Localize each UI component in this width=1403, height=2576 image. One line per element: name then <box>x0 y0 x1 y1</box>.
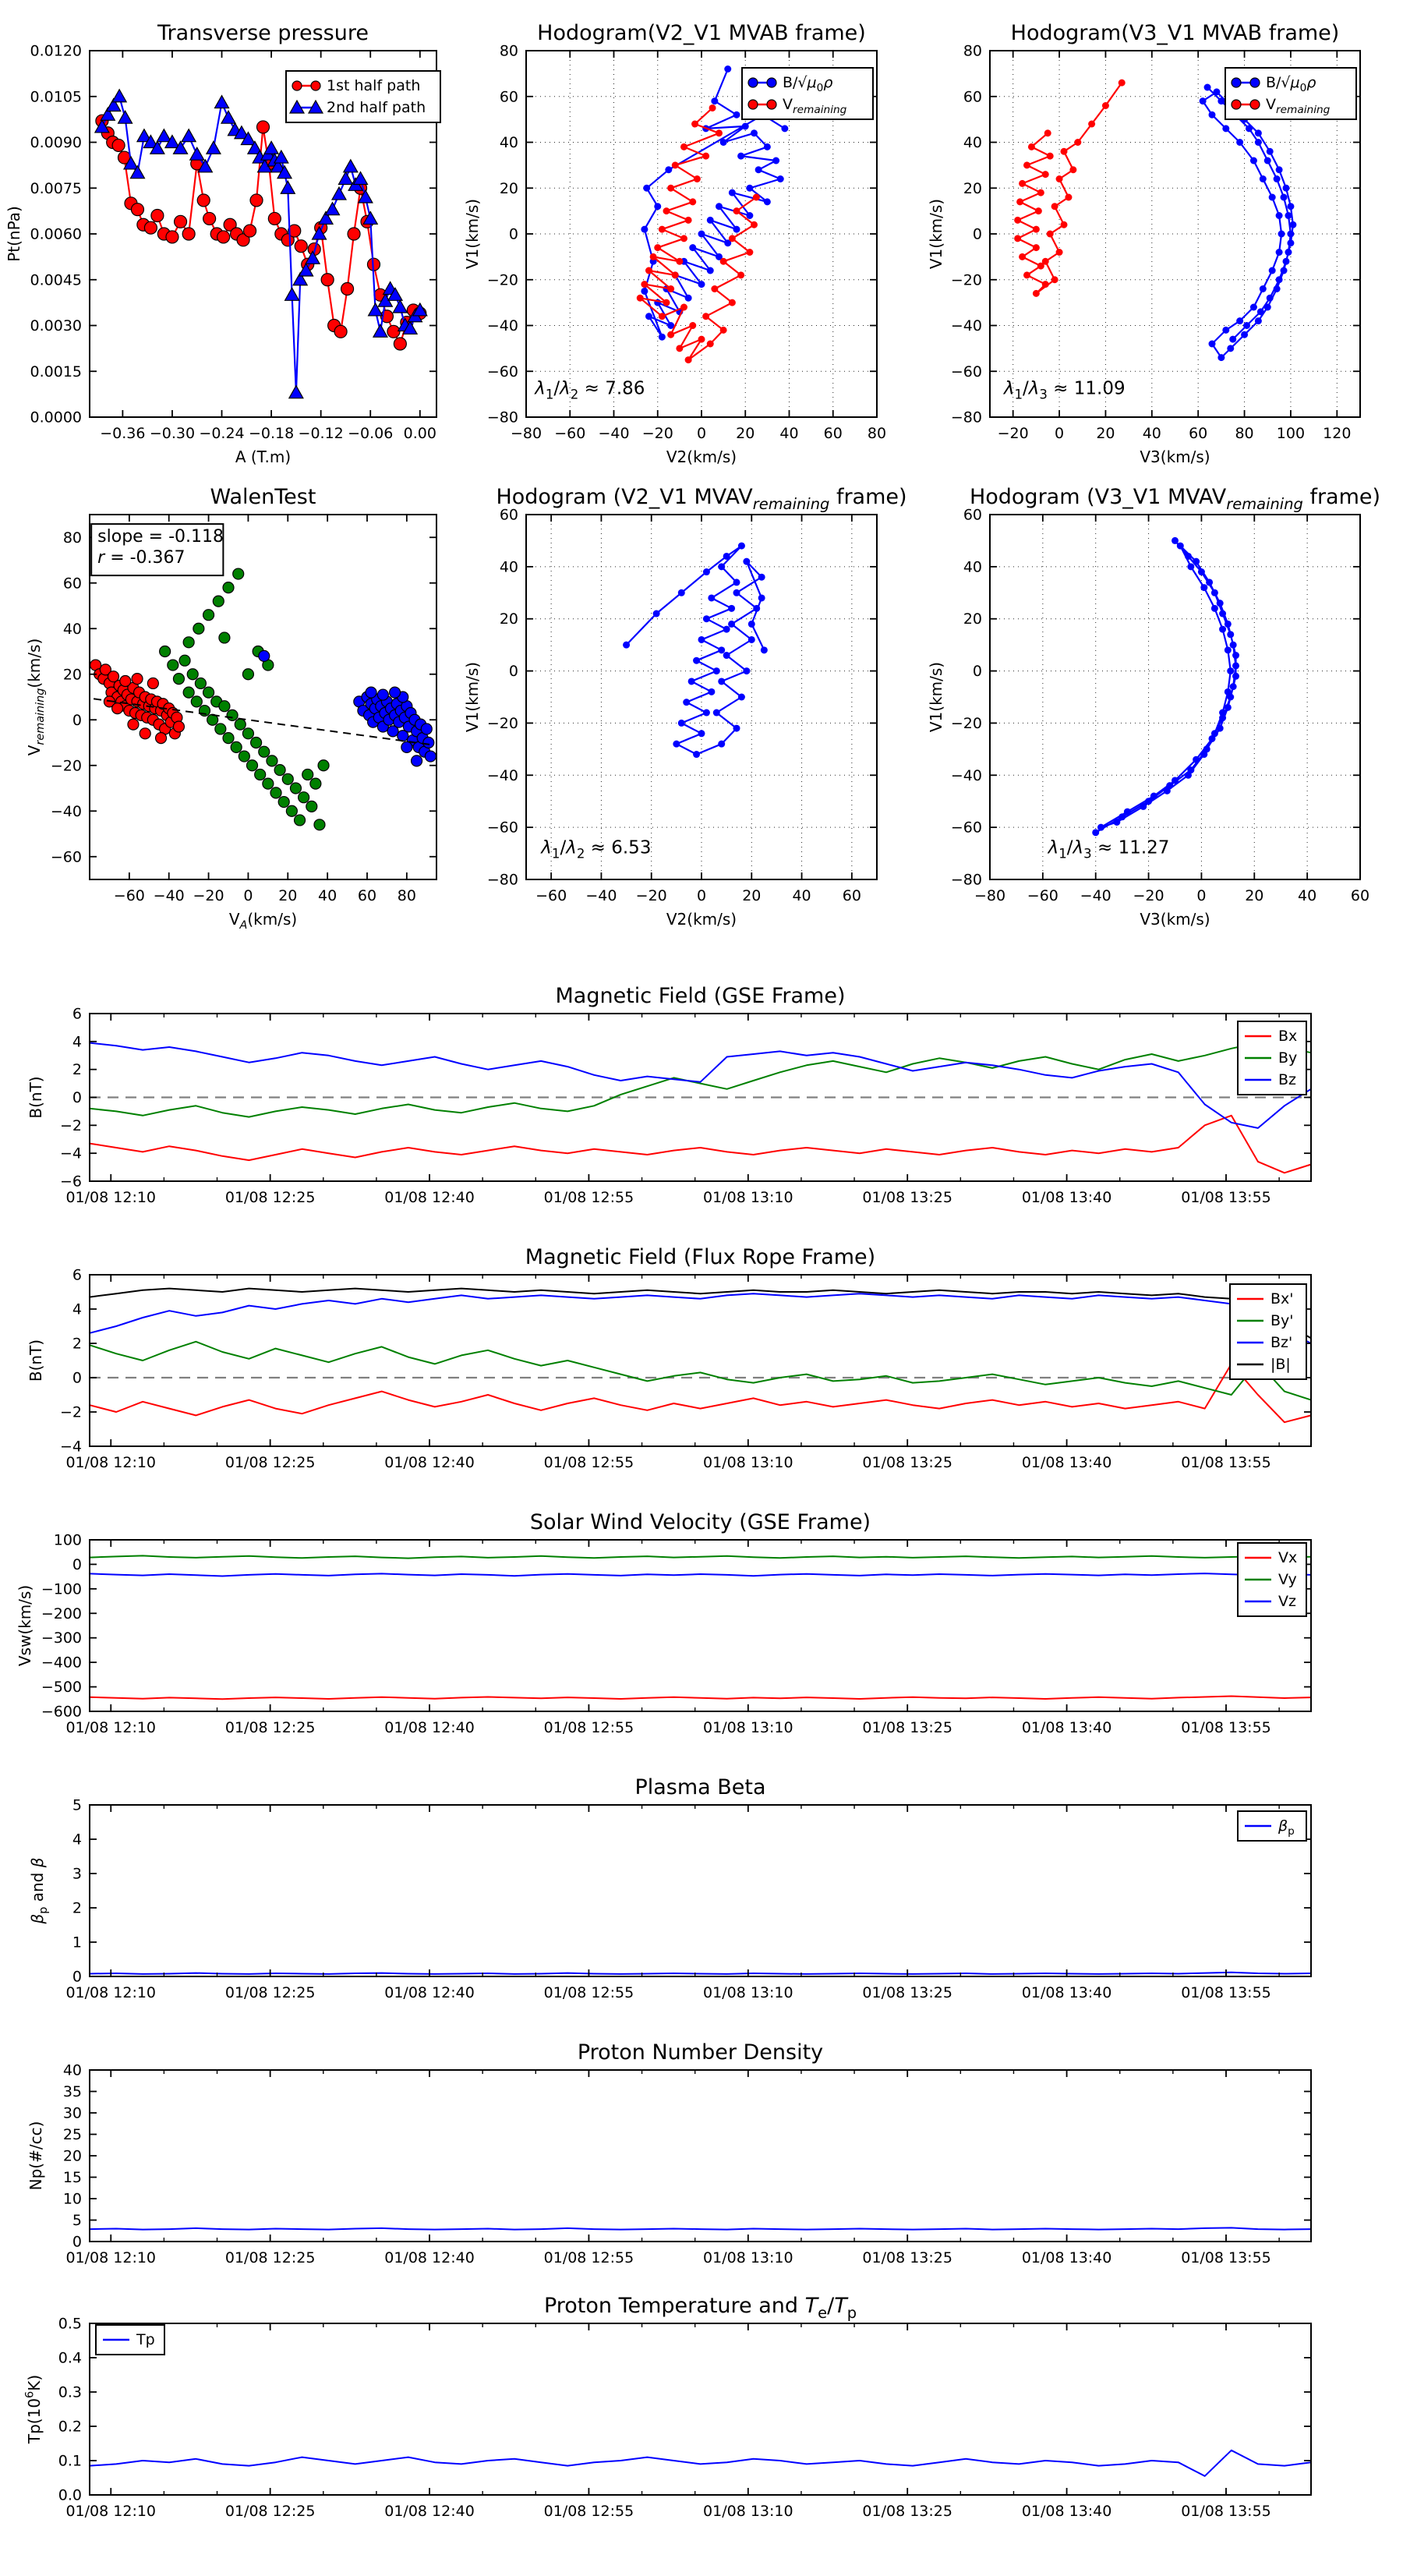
y-tick-label: 40 <box>62 620 82 638</box>
y-tick-label: −6 <box>59 1173 82 1191</box>
series-By' <box>90 1342 1311 1400</box>
y-tick-label: 100 <box>53 1531 82 1549</box>
legend <box>1225 68 1356 119</box>
legend <box>742 68 873 119</box>
y-tick-label: 80 <box>62 529 82 547</box>
y-tick-label: 4 <box>72 1033 82 1051</box>
x-tick-label: 01/08 12:40 <box>384 2249 475 2266</box>
title-beta: Plasma Beta <box>634 1775 766 1799</box>
y-tick-label: 0.0060 <box>30 225 82 243</box>
y-label: V1(km/s) <box>927 661 945 733</box>
legend-label: $B/√\mu_0\rho$ <box>783 74 833 94</box>
x-tick-label: 60 <box>1350 887 1370 904</box>
series-2nd half path <box>95 90 427 398</box>
y-tick-label: 20 <box>499 610 518 628</box>
y-tick-label: 25 <box>62 2126 82 2143</box>
y-tick-label: −80 <box>486 409 518 426</box>
x-tick-label: −20 <box>635 887 667 904</box>
title-bgse: Magnetic Field (GSE Frame) <box>555 984 846 1008</box>
x-tick-label: 01/08 12:55 <box>543 1719 634 1736</box>
panel-tp <box>24 2294 1311 2520</box>
y-tick-label: 40 <box>62 2061 82 2079</box>
x-tick-label: 01/08 13:10 <box>703 1719 793 1736</box>
ticks <box>990 515 1360 879</box>
x-tick-label: −80 <box>974 887 1006 904</box>
legend <box>1238 1021 1306 1095</box>
x-tick-label: 01/08 13:25 <box>862 1984 952 2001</box>
y-tick-label: 0 <box>72 1968 82 1986</box>
y-tick-label: 20 <box>963 610 982 628</box>
y-tick-label: 80 <box>963 42 982 60</box>
x-tick-label: −60 <box>554 425 586 442</box>
panel-beta <box>28 1775 1311 2001</box>
x-tick-label: 01/08 12:40 <box>384 1454 475 1471</box>
y-tick-label: 1 <box>72 1934 82 1951</box>
title-hodo_b: Hodogram(V2_V1 MVAB frame) <box>537 21 866 45</box>
legend-label: Vy <box>1278 1571 1297 1588</box>
legend <box>96 2325 164 2355</box>
legend-label: Vx <box>1278 1549 1298 1566</box>
y-tick-label: −4 <box>59 1438 82 1456</box>
y-tick-label: −20 <box>486 714 518 732</box>
series-Bz <box>90 1043 1311 1128</box>
title-hodo_c: Hodogram(V3_V1 MVAB frame) <box>1010 21 1340 45</box>
x-tick-label: −0.06 <box>348 425 394 442</box>
x-tick-label: 01/08 13:40 <box>1021 1454 1112 1471</box>
annotation: slope = -0.118 r = -0.367 <box>97 527 224 568</box>
x-tick-label: 80 <box>397 887 416 904</box>
y-tick-label: 60 <box>499 88 518 106</box>
series-beta_p <box>90 1973 1311 1974</box>
y-tick-label: −300 <box>41 1629 82 1647</box>
x-tick-label: 120 <box>1323 425 1352 442</box>
x-tick-label: 40 <box>792 887 811 904</box>
legend-label: Bz <box>1278 1071 1297 1088</box>
legend <box>1238 1543 1306 1616</box>
series-Np <box>90 2227 1311 2229</box>
ticks <box>90 2070 1311 2242</box>
x-tick-label: 60 <box>1189 425 1208 442</box>
y-tick-label: 0.3 <box>58 2383 82 2401</box>
y-label: $Tp(10^6K)$ <box>23 2374 44 2444</box>
x-tick-label: 01/08 12:40 <box>384 1189 475 1206</box>
x-tick-label: 01/08 12:55 <box>543 1189 634 1206</box>
y-tick-label: −500 <box>41 1679 82 1697</box>
x-tick-label: 01/08 12:55 <box>543 2249 634 2266</box>
x-tick-label: −20 <box>193 887 224 904</box>
y-tick-label: 0.0120 <box>30 42 82 60</box>
y-tick-label: 4 <box>72 1300 82 1318</box>
annotation: $\lambda_1/\lambda_3 \approx 11.27$ <box>1048 837 1170 862</box>
y-tick-label: −400 <box>41 1654 82 1672</box>
legend-label: 2nd half path <box>327 99 426 116</box>
y-tick-label: 20 <box>963 179 982 197</box>
series-2nd half <box>259 650 436 766</box>
y-tick-label: −20 <box>486 271 518 289</box>
x-tick-label: −40 <box>1080 887 1111 904</box>
x-tick-label: 01/08 13:10 <box>703 1454 793 1471</box>
y-tick-label: −40 <box>50 802 82 820</box>
x-tick-label: 20 <box>742 887 762 904</box>
x-tick-label: 01/08 12:25 <box>224 1984 316 2001</box>
panel-pt <box>5 21 440 466</box>
x-tick-label: 40 <box>318 887 337 904</box>
x-label: A (T.m) <box>235 448 292 466</box>
title-bfr: Magnetic Field (Flux Rope Frame) <box>525 1245 876 1269</box>
y-tick-label: 0 <box>72 711 82 729</box>
x-tick-label: 01/08 13:25 <box>862 1719 952 1736</box>
y-tick-label: 0.0000 <box>30 409 82 426</box>
series-1st half <box>90 660 185 744</box>
y-tick-label: 40 <box>499 134 518 151</box>
legend-label: $\beta_p$ <box>1278 1817 1295 1838</box>
x-tick-label: 01/08 12:25 <box>224 1189 316 1206</box>
x-tick-label: 01/08 12:25 <box>224 1454 316 1471</box>
x-tick-label: 0.00 <box>403 425 436 442</box>
x-label: V2(km/s) <box>666 448 737 466</box>
x-tick-label: 20 <box>278 887 298 904</box>
y-tick-label: −40 <box>486 317 518 334</box>
y-label: $V_{remaining}(km/s)$ <box>25 638 48 756</box>
axes-frame <box>90 1275 1311 1446</box>
x-tick-label: 01/08 12:10 <box>65 2249 157 2266</box>
legend <box>286 71 440 122</box>
ticks <box>90 1805 1311 1976</box>
y-tick-label: 5 <box>72 1796 82 1814</box>
y-tick-label: 35 <box>62 2083 82 2100</box>
x-tick-label: 100 <box>1276 425 1306 442</box>
x-tick-label: 01/08 13:40 <box>1021 2249 1112 2266</box>
series-Vz <box>90 1573 1311 1576</box>
legend-label: $B/√\mu_0\rho$ <box>1266 74 1316 94</box>
panel-hodo_f <box>927 485 1380 929</box>
x-tick-label: 40 <box>1298 887 1317 904</box>
legend-label: Vz <box>1278 1593 1296 1610</box>
y-label: V1(km/s) <box>927 198 945 270</box>
annotation: $\lambda_1/\lambda_2 \approx 6.53$ <box>541 837 652 862</box>
x-tick-label: 20 <box>736 425 755 442</box>
axes-frame <box>90 2323 1311 2495</box>
y-tick-label: 0 <box>72 1369 82 1387</box>
x-tick-label: 01/08 13:55 <box>1181 1984 1271 2001</box>
series-B/sqrt(mu0 rho) <box>1092 537 1239 836</box>
panel-walen <box>25 485 436 932</box>
annotation: $\lambda_1/\lambda_3 \approx 11.09$ <box>1003 378 1126 402</box>
y-tick-label: −20 <box>50 757 82 775</box>
legend <box>1230 1284 1306 1379</box>
x-tick-label: 01/08 12:55 <box>543 1984 634 2001</box>
y-tick-label: −60 <box>486 819 518 837</box>
x-label: V3(km/s) <box>1140 910 1210 929</box>
x-tick-label: 01/08 12:40 <box>384 1719 475 1736</box>
title-walen: WalenTest <box>210 485 316 509</box>
y-label: Pt(nPa) <box>5 206 23 262</box>
x-tick-label: 40 <box>1142 425 1161 442</box>
x-tick-label: 01/08 13:40 <box>1021 1719 1112 1736</box>
x-tick-label: 01/08 13:40 <box>1021 1984 1112 2001</box>
y-tick-label: −2 <box>59 1403 82 1421</box>
axes-frame <box>990 515 1360 879</box>
y-tick-label: 60 <box>963 88 982 106</box>
y-tick-label: 0 <box>508 663 518 681</box>
x-tick-label: 01/08 13:10 <box>703 1984 793 2001</box>
annotation: $\lambda_1/\lambda_2 \approx 7.86$ <box>535 378 645 402</box>
panel-hodo_b <box>463 21 886 466</box>
y-tick-label: 0.0015 <box>30 363 82 380</box>
panel-np <box>27 2040 1311 2266</box>
x-tick-label: 01/08 12:10 <box>65 1719 157 1736</box>
y-tick-label: 3 <box>72 1865 82 1883</box>
title-np: Proton Number Density <box>577 2040 824 2065</box>
y-tick-label: 40 <box>963 558 982 576</box>
y-tick-label: 0 <box>972 225 982 243</box>
x-tick-label: −0.30 <box>149 425 196 442</box>
y-tick-label: −2 <box>59 1116 82 1134</box>
x-tick-label: 01/08 13:10 <box>703 2503 793 2520</box>
y-tick-label: 6 <box>72 1005 82 1023</box>
x-tick-label: 01/08 12:10 <box>65 2503 157 2520</box>
y-tick-label: 4 <box>72 1831 82 1849</box>
series-By <box>90 1043 1311 1117</box>
x-tick-label: 0 <box>696 887 707 904</box>
series-Bx <box>90 1116 1311 1173</box>
x-tick-label: 60 <box>842 887 861 904</box>
x-tick-label: 01/08 12:10 <box>65 1189 157 1206</box>
y-tick-label: 0.0 <box>58 2486 82 2504</box>
x-tick-label: 0 <box>1055 425 1065 442</box>
y-tick-label: 0.4 <box>58 2349 82 2367</box>
x-tick-label: 01/08 13:40 <box>1021 1189 1112 1206</box>
y-tick-label: 0.0105 <box>30 88 82 106</box>
ticks <box>90 1275 1311 1446</box>
x-tick-label: 01/08 13:55 <box>1181 2249 1271 2266</box>
axes-frame <box>90 2070 1311 2242</box>
axes-frame <box>90 1805 1311 1976</box>
y-tick-label: 0 <box>508 225 518 243</box>
x-tick-label: 01/08 13:25 <box>862 2503 952 2520</box>
x-tick-label: 0 <box>696 425 707 442</box>
y-tick-label: −20 <box>950 271 982 289</box>
panel-hodo_c <box>927 21 1360 466</box>
x-tick-label: 20 <box>1245 887 1264 904</box>
y-label: $\beta_p$ and β <box>28 1857 51 1924</box>
x-tick-label: 80 <box>867 425 887 442</box>
x-tick-label: 01/08 13:55 <box>1181 1719 1271 1736</box>
y-tick-label: 2 <box>72 1335 82 1353</box>
y-tick-label: 2 <box>72 1899 82 1917</box>
x-tick-label: 01/08 13:55 <box>1181 2503 1271 2520</box>
y-tick-label: −40 <box>486 766 518 784</box>
y-tick-label: 0.0045 <box>30 271 82 289</box>
panel-vsw <box>16 1510 1311 1736</box>
legend-label: Bx <box>1278 1028 1298 1045</box>
legend-label: 1st half path <box>327 77 421 94</box>
x-tick-label: 60 <box>357 887 377 904</box>
x-tick-label: 01/08 13:10 <box>703 2249 793 2266</box>
title-vsw: Solar Wind Velocity (GSE Frame) <box>529 1510 871 1534</box>
y-label: B(nT) <box>27 1076 45 1119</box>
y-label: Vsw(km/s) <box>16 1584 34 1667</box>
legend-label: Bx' <box>1270 1290 1294 1307</box>
x-tick-label: 01/08 12:10 <box>65 1454 157 1471</box>
legend <box>1238 1811 1306 1841</box>
legend-label: Bz' <box>1270 1334 1293 1351</box>
x-tick-label: −0.24 <box>199 425 245 442</box>
ticks <box>90 2323 1311 2495</box>
y-tick-label: 20 <box>499 179 518 197</box>
x-tick-label: 01/08 12:25 <box>224 2249 316 2266</box>
y-tick-label: 0 <box>72 2233 82 2251</box>
y-tick-label: 6 <box>72 1266 82 1284</box>
y-tick-label: −40 <box>950 317 982 334</box>
y-tick-label: 0 <box>72 1089 82 1106</box>
x-tick-label: 01/08 12:55 <box>543 2503 634 2520</box>
y-tick-label: 0.0030 <box>30 317 82 334</box>
x-tick-label: −0.18 <box>248 425 295 442</box>
series-B/sqrt(mu0 rho) <box>623 543 768 758</box>
y-tick-label: 60 <box>62 575 82 593</box>
y-tick-label: 0.5 <box>58 2315 82 2333</box>
y-tick-label: −100 <box>41 1580 82 1598</box>
y-tick-label: −80 <box>950 871 982 889</box>
x-tick-label: 01/08 12:40 <box>384 1984 475 2001</box>
x-tick-label: −60 <box>535 887 567 904</box>
y-tick-label: −200 <box>41 1605 82 1622</box>
y-tick-label: −60 <box>486 363 518 380</box>
x-tick-label: 01/08 13:25 <box>862 1189 952 1206</box>
y-tick-label: 15 <box>62 2169 82 2186</box>
x-tick-label: −60 <box>113 887 145 904</box>
x-tick-label: 60 <box>823 425 843 442</box>
y-tick-label: 0.1 <box>58 2452 82 2470</box>
legend-label: $V_{remaining}$ <box>1266 96 1331 116</box>
x-tick-label: −80 <box>510 425 542 442</box>
legend-label: $V_{remaining}$ <box>783 96 847 116</box>
x-tick-label: −0.36 <box>100 425 146 442</box>
x-tick-label: 01/08 12:25 <box>224 1719 316 1736</box>
x-tick-label: 01/08 12:55 <box>543 1454 634 1471</box>
y-tick-label: −40 <box>950 766 982 784</box>
y-tick-label: 0 <box>972 663 982 681</box>
y-tick-label: 0.0090 <box>30 134 82 151</box>
x-tick-label: 01/08 13:55 <box>1181 1454 1271 1471</box>
y-tick-label: 0.0075 <box>30 179 82 197</box>
y-tick-label: 10 <box>62 2190 82 2208</box>
legend-label: By' <box>1270 1312 1294 1329</box>
x-label: V2(km/s) <box>666 910 737 929</box>
y-tick-label: −60 <box>50 848 82 866</box>
y-label: B(nT) <box>27 1339 45 1382</box>
title-hodo_f: Hodogram (V3_V1 $MVAV_{remaining}$ frame) <box>969 485 1381 514</box>
x-tick-label: −20 <box>1133 887 1164 904</box>
y-tick-label: 20 <box>62 2147 82 2165</box>
y-tick-label: −20 <box>950 714 982 732</box>
title-hodo_e: Hodogram (V2_V1 $MVAV_{remaining}$ frame) <box>496 485 907 514</box>
x-tick-label: −40 <box>585 887 617 904</box>
y-tick-label: 0 <box>72 1555 82 1573</box>
x-tick-label: 01/08 13:40 <box>1021 2503 1112 2520</box>
x-tick-label: 01/08 12:40 <box>384 2503 475 2520</box>
series-Vx <box>90 1697 1311 1700</box>
y-tick-label: −60 <box>950 819 982 837</box>
x-tick-label: 01/08 13:55 <box>1181 1189 1271 1206</box>
y-tick-label: 40 <box>499 558 518 576</box>
panel-hodo_e <box>463 485 907 929</box>
axes-frame <box>90 1540 1311 1711</box>
series-|B| <box>90 1289 1311 1339</box>
x-tick-label: 80 <box>1235 425 1254 442</box>
y-tick-label: −80 <box>486 871 518 889</box>
x-tick-label: −40 <box>598 425 630 442</box>
y-tick-label: −60 <box>950 363 982 380</box>
y-tick-label: 5 <box>72 2212 82 2229</box>
series-Bz' <box>90 1293 1311 1343</box>
x-label: $V_A(km/s)$ <box>228 910 298 932</box>
y-tick-label: 2 <box>72 1061 82 1079</box>
grid <box>990 515 1360 879</box>
y-tick-label: −80 <box>950 409 982 426</box>
x-tick-label: 20 <box>1096 425 1115 442</box>
y-tick-label: 80 <box>499 42 518 60</box>
y-tick-label: 20 <box>62 666 82 684</box>
x-tick-label: 01/08 12:10 <box>65 1984 157 2001</box>
x-tick-label: −0.12 <box>298 425 344 442</box>
y-tick-label: 40 <box>963 134 982 151</box>
x-tick-label: −20 <box>641 425 673 442</box>
series-middle <box>160 568 329 830</box>
y-tick-label: 60 <box>963 506 982 524</box>
x-tick-label: −60 <box>1027 887 1058 904</box>
series-Tp <box>90 2450 1311 2476</box>
title-pt: Transverse pressure <box>157 21 369 45</box>
y-tick-label: 0.2 <box>58 2418 82 2436</box>
x-tick-label: 01/08 12:25 <box>224 2503 316 2520</box>
y-tick-label: 60 <box>499 506 518 524</box>
y-tick-label: −4 <box>59 1145 82 1162</box>
series-B/sqrt(mu0 rho) <box>1200 84 1297 362</box>
series-Vy <box>90 1555 1311 1558</box>
x-tick-label: −40 <box>153 887 185 904</box>
x-tick-label: 40 <box>779 425 799 442</box>
panel-bgse <box>27 984 1311 1206</box>
x-label: V3(km/s) <box>1140 448 1210 466</box>
y-tick-label: −600 <box>41 1703 82 1721</box>
panel-bfr <box>27 1245 1311 1471</box>
x-tick-label: 0 <box>1196 887 1207 904</box>
x-tick-label: 01/08 13:10 <box>703 1189 793 1206</box>
legend-label: Tp <box>136 2331 155 2348</box>
title-tp: Proton Temperature and $T_e/T_p$ <box>543 2294 857 2323</box>
legend-label: |B| <box>1270 1356 1291 1373</box>
x-tick-label: 01/08 13:25 <box>862 2249 952 2266</box>
y-label: V1(km/s) <box>463 661 482 733</box>
x-tick-label: −20 <box>997 425 1029 442</box>
x-tick-label: 0 <box>243 887 253 904</box>
y-tick-label: 30 <box>62 2104 82 2122</box>
x-tick-label: 01/08 13:25 <box>862 1454 952 1471</box>
y-label: Np(#/cc) <box>27 2121 45 2191</box>
ticks <box>90 1540 1311 1711</box>
grid <box>526 515 877 879</box>
legend-label: By <box>1278 1049 1298 1067</box>
y-label: V1(km/s) <box>463 198 482 270</box>
